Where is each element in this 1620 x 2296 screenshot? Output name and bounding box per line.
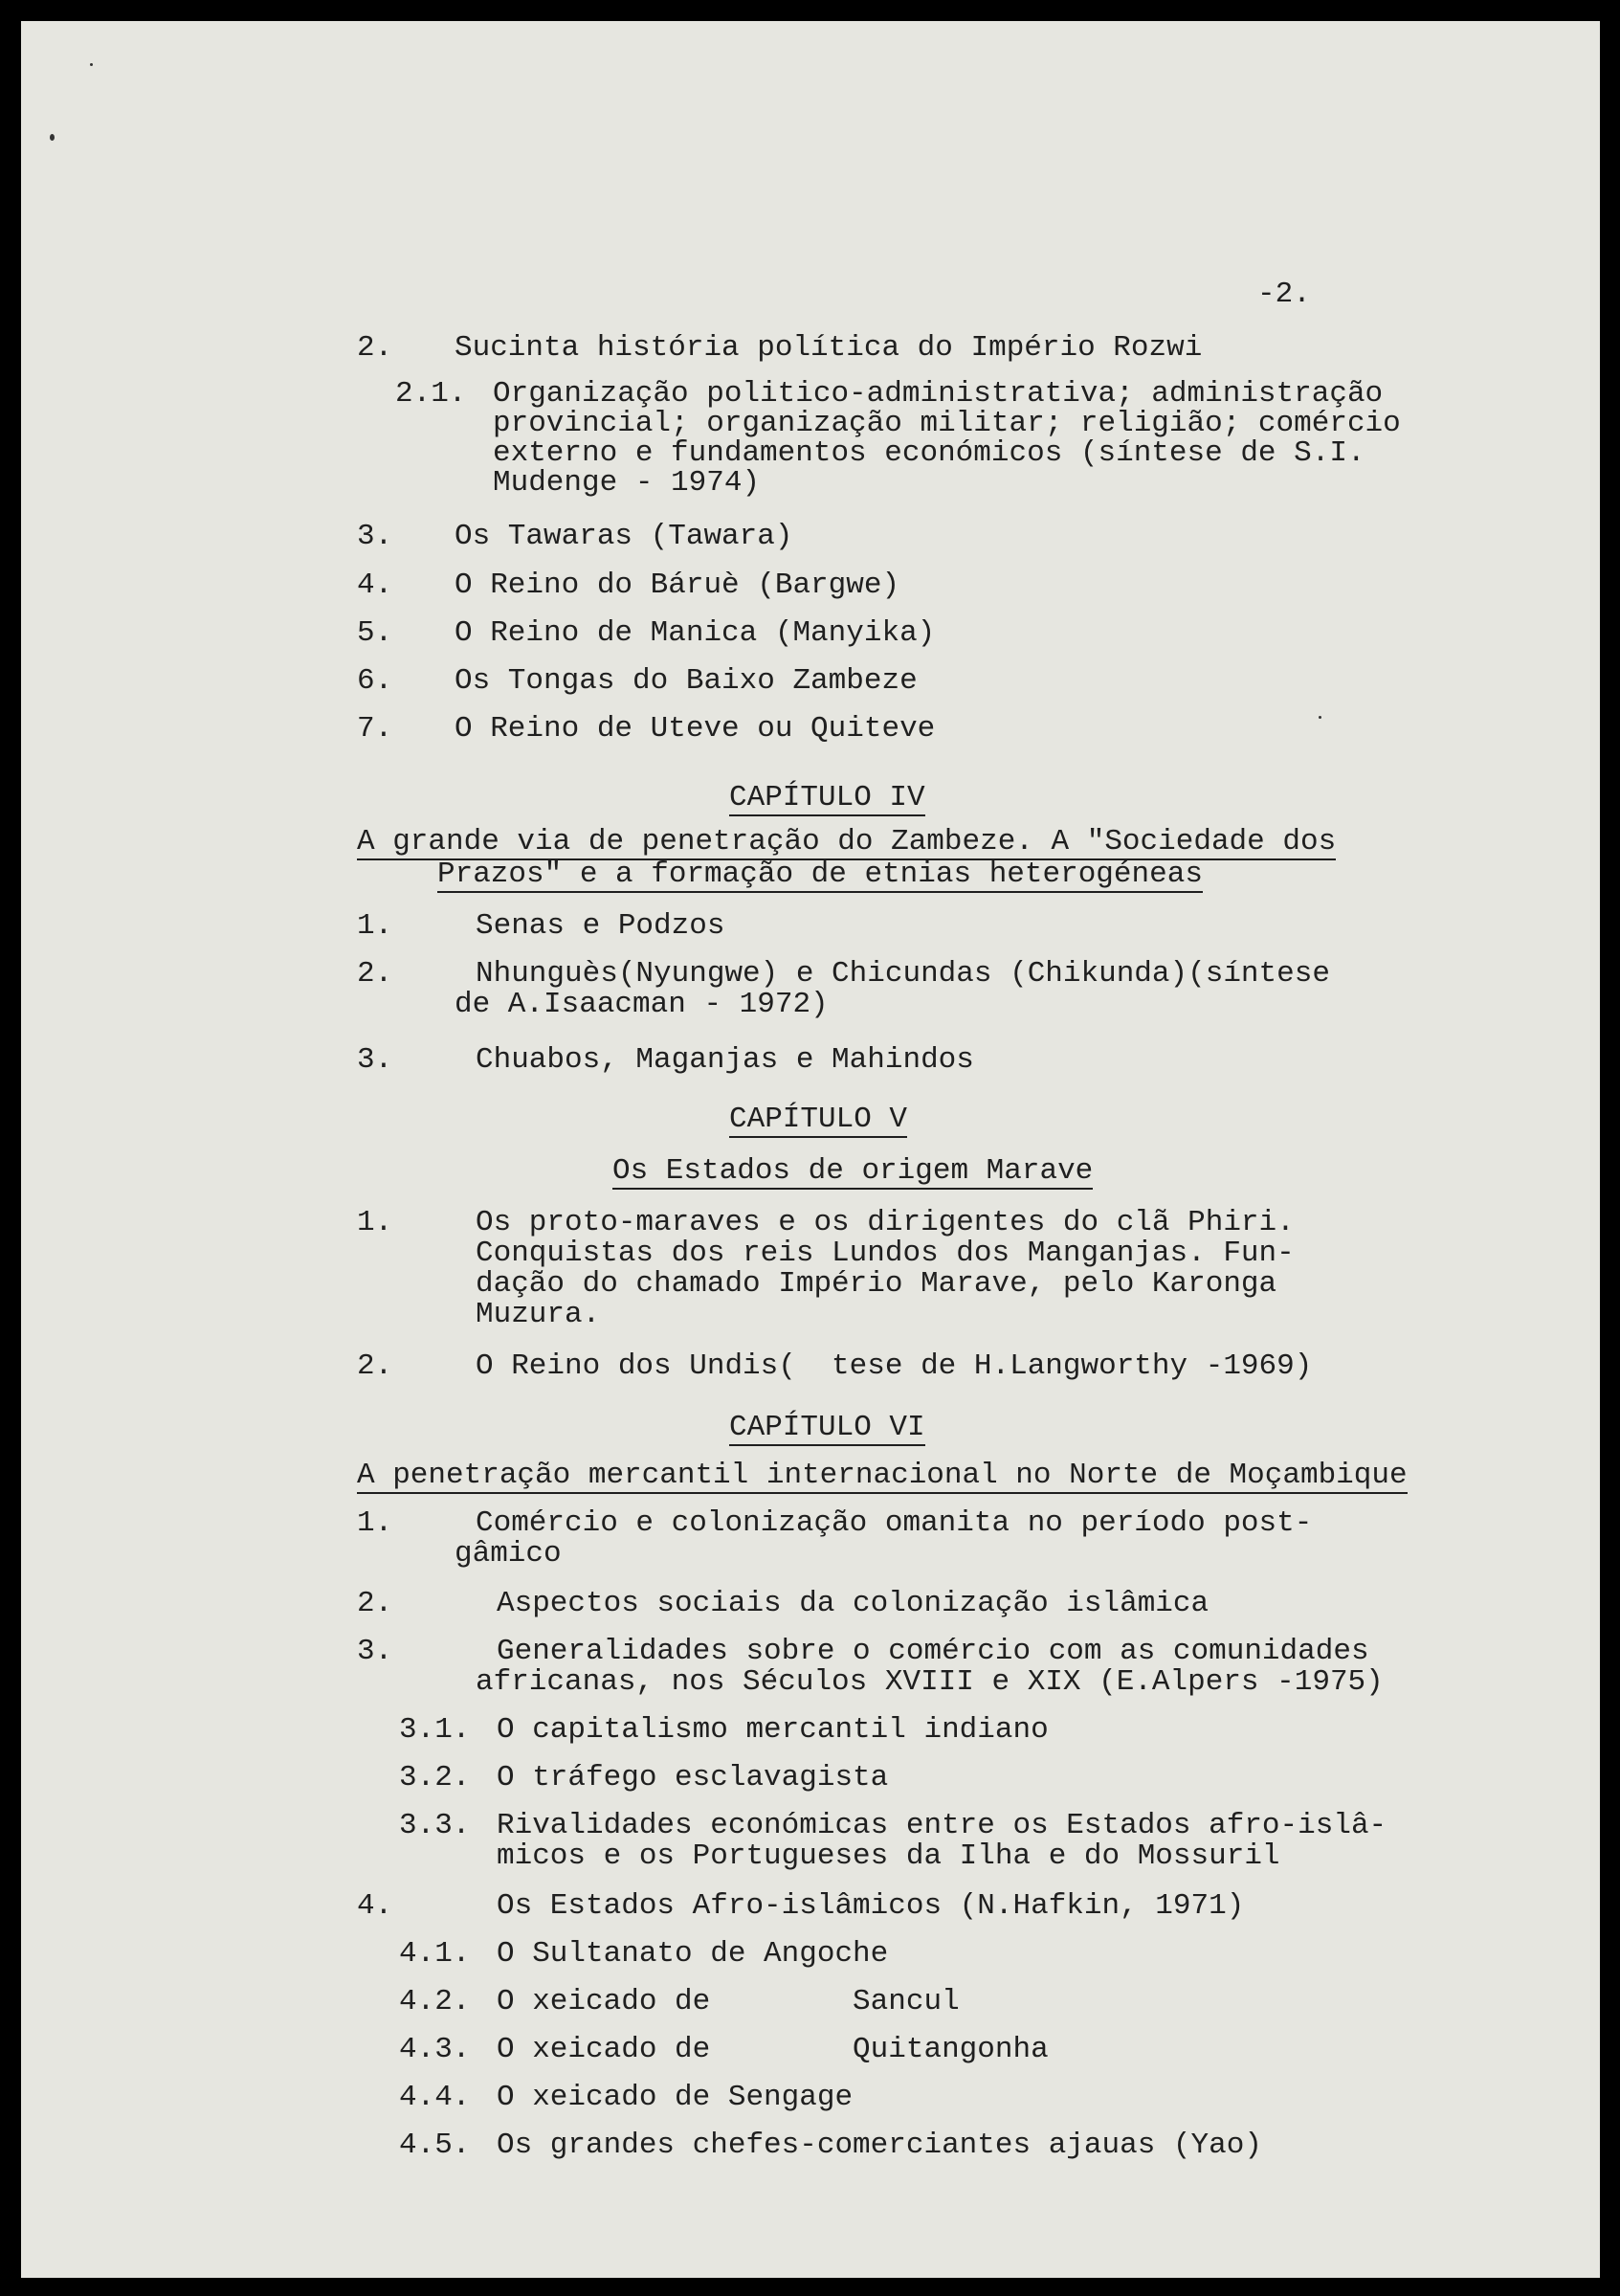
item-text: Comércio e colonização omanita no período post- bbox=[476, 1506, 1313, 1540]
item-text: dação do chamado Império Marave, pelo Karonga bbox=[476, 1267, 1277, 1301]
subsection-text: O capitalismo mercantil indiano bbox=[497, 1713, 1049, 1747]
subsection-line: Organização politico-administrativa; administração bbox=[493, 377, 1384, 411]
item-number: 1. bbox=[357, 1206, 393, 1239]
document-body bbox=[21, 21, 1600, 2278]
page-number: -2. bbox=[1257, 278, 1311, 311]
chapter-heading: CAPÍTULO V bbox=[729, 1103, 908, 1136]
item-text: Conquistas dos reis Lundos dos Manganjas. Fun- bbox=[476, 1237, 1295, 1270]
item-text: de A.Isaacman - 1972) bbox=[455, 988, 829, 1021]
subsection-number: 4.5. bbox=[399, 2129, 471, 2162]
item-text: O Reino de Manica (Manyika) bbox=[455, 616, 936, 650]
subsection-text: O xeicado de Quitangonha bbox=[497, 2033, 1049, 2066]
item-text: O Reino dos Undis( tese de H.Langworthy -1969) bbox=[476, 1349, 1313, 1383]
item-text: Os Tawaras (Tawara) bbox=[455, 520, 793, 553]
item-text: O Reino de Uteve ou Quiteve bbox=[455, 712, 936, 746]
item-text: Nhunguès(Nyungwe) e Chicundas (Chikunda)(síntese bbox=[476, 957, 1330, 991]
item-number: 2. bbox=[357, 1587, 393, 1620]
item-number: 2. bbox=[357, 957, 393, 991]
chapter-subtitle: Prazos" e a formação de etnias heterogéneas bbox=[437, 858, 1203, 891]
subsection-text: O xeicado de Sengage bbox=[497, 2081, 854, 2114]
item-text: Os Estados Afro-islâmicos (N.Hafkin, 1971) bbox=[497, 1889, 1245, 1923]
item-number: 1. bbox=[357, 1506, 393, 1540]
subsection-line: Mudenge - 1974) bbox=[493, 466, 761, 500]
subsection-number: 4.2. bbox=[399, 1985, 471, 2018]
item-number: 2. bbox=[357, 1349, 393, 1383]
item-number: 7. bbox=[357, 712, 393, 746]
item-text: Os proto-maraves e os dirigentes do clã Phiri. bbox=[476, 1206, 1295, 1239]
item-number: 4. bbox=[357, 568, 393, 602]
chapter-heading: CAPÍTULO IV bbox=[729, 781, 925, 814]
item-text: Aspectos sociais da colonização islâmica bbox=[497, 1587, 1209, 1620]
chapter-subtitle: Os Estados de origem Marave bbox=[612, 1154, 1094, 1188]
item-number: 6. bbox=[357, 664, 393, 698]
item-number: 1. bbox=[357, 909, 393, 943]
section-number: 2. bbox=[357, 331, 393, 365]
item-text: gâmico bbox=[455, 1537, 562, 1571]
subsection-number: 3.2. bbox=[399, 1761, 471, 1794]
item-text: Muzura. bbox=[476, 1298, 601, 1331]
chapter-subtitle: A penetração mercantil internacional no Norte de Moçambique bbox=[357, 1459, 1408, 1492]
item-number: 3. bbox=[357, 1043, 393, 1077]
subsection-text: O Sultanato de Angoche bbox=[497, 1937, 889, 1971]
subsection-text: O xeicado de Sancul bbox=[497, 1985, 960, 2018]
subsection-text: Rivalidades económicas entre os Estados afro-islâ- bbox=[497, 1809, 1387, 1842]
chapter-subtitle: A grande via de penetração do Zambeze. A "Sociedade dos bbox=[357, 825, 1337, 858]
subsection-line: externo e fundamentos económicos (síntese de S.I. bbox=[493, 436, 1365, 470]
subsection-text: O tráfego esclavagista bbox=[497, 1761, 889, 1794]
item-text: africanas, nos Séculos XVIII e XIX (E.Alpers -1975) bbox=[476, 1665, 1384, 1699]
subsection-number: 2.1. bbox=[395, 377, 467, 411]
item-text: Generalidades sobre o comércio com as comunidades bbox=[497, 1635, 1369, 1668]
item-number: 4. bbox=[357, 1889, 393, 1923]
subsection-number: 3.3. bbox=[399, 1809, 471, 1842]
item-number: 3. bbox=[357, 520, 393, 553]
chapter-heading: CAPÍTULO VI bbox=[729, 1411, 925, 1444]
subsection-number: 4.3. bbox=[399, 2033, 471, 2066]
section-title: Sucinta história política do Império Rozwi bbox=[455, 331, 1203, 365]
subsection-number: 4.4. bbox=[399, 2081, 471, 2114]
item-text: Os Tongas do Baixo Zambeze bbox=[455, 664, 918, 698]
subsection-line: provincial; organização militar; religião; comércio bbox=[493, 407, 1401, 440]
item-text: Chuabos, Maganjas e Mahindos bbox=[476, 1043, 974, 1077]
subsection-number: 3.1. bbox=[399, 1713, 471, 1747]
item-number: 5. bbox=[357, 616, 393, 650]
subsection-text: Os grandes chefes-comerciantes ajauas (Yao) bbox=[497, 2129, 1262, 2162]
subsection-number: 4.1. bbox=[399, 1937, 471, 1971]
item-number: 3. bbox=[357, 1635, 393, 1668]
subsection-text: micos e os Portugueses da Ilha e do Mossuril bbox=[497, 1839, 1280, 1873]
item-text: Senas e Podzos bbox=[476, 909, 725, 943]
document-page bbox=[21, 21, 1600, 2278]
item-text: O Reino do Báruè (Bargwe) bbox=[455, 568, 900, 602]
